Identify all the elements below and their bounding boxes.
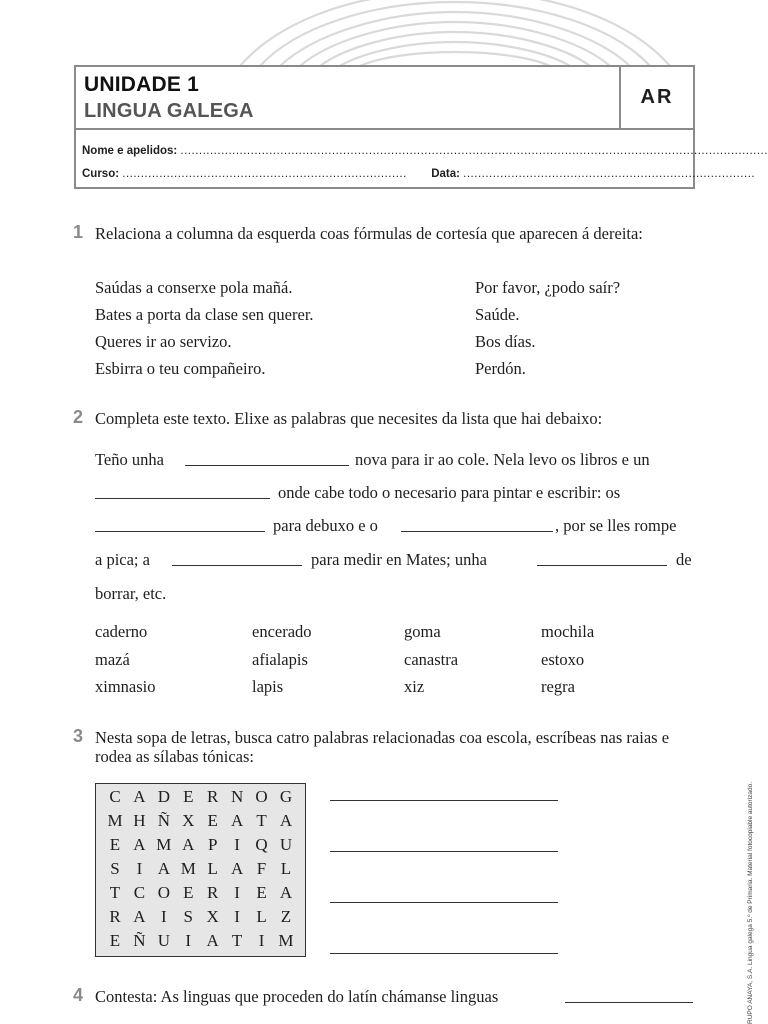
grid-letter[interactable]: N [230,787,244,806]
grid-letter[interactable]: H [133,811,146,830]
text-fragment: a pica; a [95,550,150,569]
word-option: xiz [404,677,425,696]
grid-letter[interactable]: C [109,787,121,806]
right-item: Perdón. [475,359,526,378]
grid-letter[interactable]: E [109,931,121,950]
grid-letter[interactable]: E [207,811,218,830]
right-item: Por favor, ¿podo saír? [475,278,621,297]
exercise-instruction: Nesta sopa de letras, busca catro palabras relacionadas coa escola, escríbeas nas raias e rodea as sílabas tónicas: [95,728,670,766]
left-item: Bates a porta da clase sen querer. [95,305,314,324]
grid-letter[interactable]: A [157,859,170,878]
grid-letter[interactable]: G [279,787,293,806]
exercise-number: 1 [73,222,84,242]
name-dots: ............................................................................................................................................................... [180,145,768,157]
date-dots[interactable]: ............................................................................... [463,168,756,180]
grid-letter[interactable]: I [161,907,167,926]
grid-letter[interactable]: A [206,931,219,950]
text-fragment: borrar, etc. [95,584,167,603]
unit-subject: LINGUA GALEGA [84,100,254,122]
word-option: afialapis [252,650,308,669]
date-label: Data: [431,168,460,180]
grid-letter[interactable]: E [183,883,194,902]
grid-letter[interactable]: T [109,883,121,902]
level-code: AR [619,67,693,128]
grid-letter[interactable]: I [234,883,240,902]
grid-letter[interactable]: R [207,883,219,902]
grid-letter[interactable]: L [256,907,267,926]
left-item: Queres ir ao servizo. [95,332,232,351]
grid-letter[interactable]: E [256,883,267,902]
header-title-area [76,67,693,130]
grid-letter[interactable]: A [182,835,195,854]
grid-letter[interactable]: X [206,907,219,926]
text-fragment: , por se lles rompe [555,516,677,535]
grid-letter[interactable]: Ñ [133,931,146,950]
header-box [74,65,768,189]
grid-letter[interactable]: A [133,787,146,806]
text-fragment: Teño unha [95,450,164,469]
word-option: lapis [252,677,284,696]
grid-row [96,787,305,811]
grid-letter[interactable]: A [230,859,244,878]
text-fragment: para debuxo e o [273,516,378,535]
grid-letter[interactable]: I [234,907,240,926]
grid-letter[interactable]: T [231,931,243,950]
exercise-number: 2 [73,407,84,427]
answer-blank[interactable] [185,465,349,466]
answer-blank[interactable] [330,851,558,852]
grid-letter[interactable]: C [133,883,146,902]
grid-letter[interactable]: A [279,811,293,830]
answer-blank[interactable] [401,531,553,532]
copyright-note [737,740,754,1024]
grid-row [96,835,305,859]
copyright-text: RUPO ANAYA, S.A. Lingua galega 5.º de Primaria. Material fotocopiable autorizado. [747,781,754,1024]
exercise-instruction: Relaciona a columna da esquerda coas fórmulas de cortesía que aparecen á dereita: [95,224,643,243]
grid-letter[interactable]: I [136,859,143,878]
grid-letter[interactable]: I [185,931,192,950]
right-item: Bos días. [475,332,536,351]
grid-letter[interactable]: D [157,787,170,806]
word-option: ximnasio [95,677,156,696]
grid-letter[interactable]: S [110,859,120,878]
grid-row [96,883,305,907]
grid-letter[interactable]: P [207,835,218,854]
answer-blank[interactable] [330,953,558,954]
grid-letter[interactable]: Ñ [157,811,170,830]
grid-row [96,907,305,931]
text-fragment: onde cabe todo o necesario para pintar e escribir: os [278,483,621,502]
course-date-line [82,168,755,180]
grid-letter[interactable]: Z [280,907,292,926]
answer-blank[interactable] [565,1002,693,1003]
unit-title: UNIDADE 1 [84,73,199,96]
word-option: estoxo [541,650,585,669]
word-option: canastra [404,650,459,669]
text-fragment: de [676,550,692,569]
grid-letter[interactable]: A [133,907,146,926]
grid-letter[interactable]: M [156,835,172,854]
exercise-instruction: Contesta: As linguas que proceden do latín chámanse linguas [95,987,499,1006]
grid-letter[interactable]: R [207,787,219,806]
grid-letter[interactable]: T [256,811,267,830]
grid-letter[interactable]: F [256,859,267,878]
grid-letter[interactable]: A [279,883,293,902]
grid-letter[interactable]: O [255,787,268,806]
grid-letter[interactable]: I [258,931,265,950]
grid-letter[interactable]: O [157,883,170,902]
grid-letter[interactable]: L [207,859,218,878]
grid-letter[interactable]: Q [255,835,268,854]
grid-letter[interactable]: M [278,931,294,950]
word-option: regra [541,677,575,696]
word-option: mazá [95,650,130,669]
right-item: Saúde. [475,305,520,324]
name-label: Nome e apelidos: [82,145,178,157]
grid-letter[interactable]: U [157,931,170,950]
name-field[interactable] [82,145,768,157]
word-option: mochila [541,622,595,641]
word-option: goma [404,622,441,641]
exercise-number: 4 [73,985,84,1005]
grid-letter[interactable]: L [280,859,292,878]
grid-letter[interactable]: R [109,907,121,926]
exercise-number: 3 [73,726,84,746]
text-fragment: para medir en Mates; unha [311,550,487,569]
grid-letter[interactable]: U [279,835,293,854]
grid-row [96,811,305,835]
grid-letter[interactable]: M [107,811,123,830]
grid-letter[interactable]: A [133,835,146,854]
answer-blank[interactable] [330,800,558,801]
answer-blank[interactable] [537,565,667,566]
answer-blank[interactable] [172,565,302,566]
left-item: Esbirra o teu compañeiro. [95,359,266,378]
word-option: encerado [252,622,312,641]
grid-letter[interactable]: A [230,811,244,830]
grid-letter[interactable]: S [183,907,193,926]
word-search-grid[interactable] [95,783,306,957]
answer-blank[interactable] [95,531,265,532]
exercise-instruction: Completa este texto. Elixe as palabras que necesites da lista que hai debaixo: [95,409,603,428]
grid-letter[interactable]: E [109,835,121,854]
fingerprint-decoration [220,0,690,66]
grid-row [96,931,305,955]
course-label: Curso: [82,168,120,180]
grid-letter[interactable]: X [182,811,195,830]
answer-blank[interactable] [95,498,270,499]
word-option: caderno [95,622,148,641]
grid-letter[interactable]: I [234,835,240,854]
course-dots[interactable]: ............................................................................. [122,168,407,180]
answer-blank[interactable] [330,902,558,903]
grid-letter[interactable]: M [180,859,196,878]
left-item: Saúdas a conserxe pola mañá. [95,278,293,297]
text-fragment: nova para ir ao cole. Nela levo os libros e un [355,450,650,469]
grid-row [96,859,305,883]
grid-letter[interactable]: E [183,787,194,806]
